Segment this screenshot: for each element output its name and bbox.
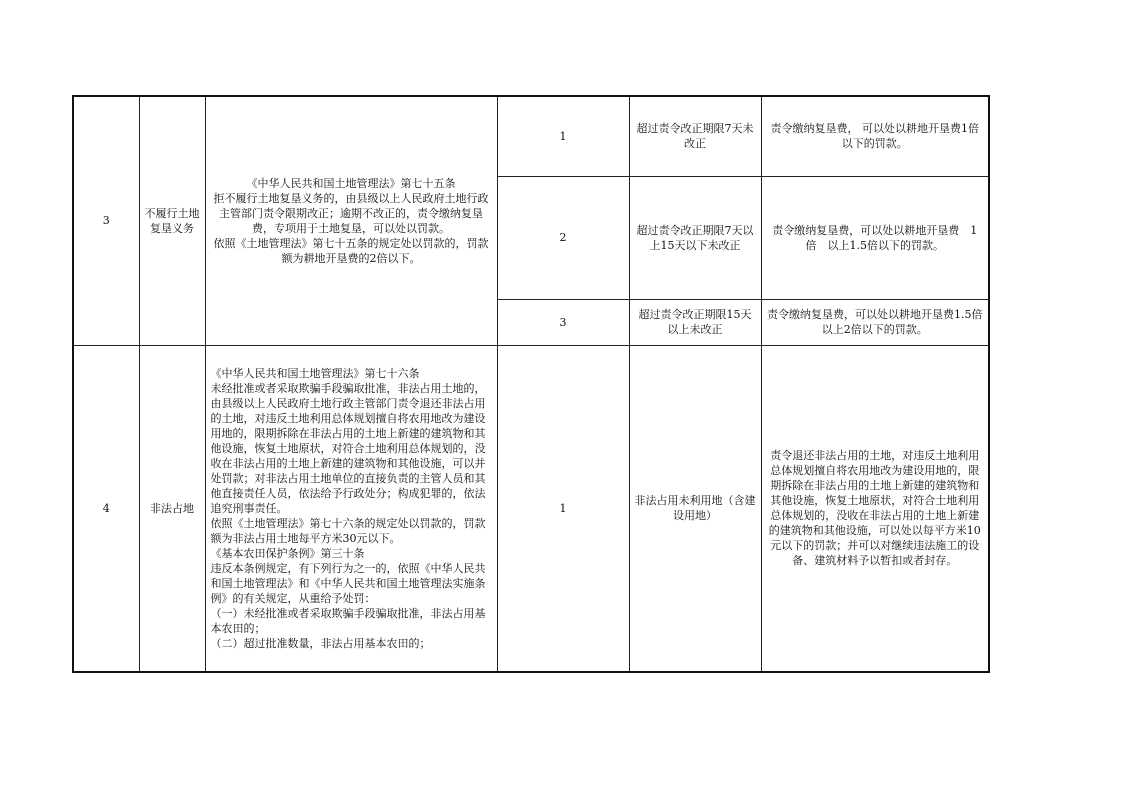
legal-basis	[205, 345, 497, 672]
legal-basis	[205, 96, 497, 345]
violation-circumstance: 非法占用未利用地（含建设用地）	[629, 345, 761, 672]
table-row	[73, 96, 989, 176]
violation-item: 非法占地	[139, 345, 205, 672]
violation-circumstance: 超过责令改正期限7天未改正	[629, 96, 761, 176]
discretion-level: 1	[497, 345, 629, 672]
legal-basis-line: 拒不履行土地复垦义务的，由县级以上人民政府土地行政主管部门责令限期改正；逾期不改正的，责令缴纳复垦费，专项用于土地复垦，可以处以罚款。	[213, 191, 489, 235]
penalty-standards-table	[72, 95, 990, 673]
legal-basis-line: 依照《土地管理法》第七十六条的规定处以罚款的，罚款额为非法占用土地每平方米30元以下。	[210, 516, 486, 545]
legal-basis-line: 依照《土地管理法》第七十五条的规定处以罚款的，罚款额为耕地开垦费的2倍以下。	[213, 236, 489, 265]
violation-circumstance: 超过责令改正期限15天以上未改正	[629, 299, 761, 345]
legal-basis-line: 未经批准或者采取欺骗手段骗取批准，非法占用土地的，由县级以上人民政府土地行政主管部门责令退还非法占用的土地，对违反土地利用总体规划擅自将农用地改为建设用地的，限期拆除在非法占用的土地上新建的建筑物和其他设施，恢复土地原状，对符合土地利用总体规划的，没收在非法占用的土地上新建的建筑物和其他设施，可以并处罚款；对非法占用土地单位的直接负责的主管人员和其他直接责任人员，依法给予行政处分；构成犯罪的，依法追究刑事责任。	[210, 381, 486, 515]
legal-basis-line: （一）未经批准或者采取欺骗手段骗取批准，非法占用基本农田的；	[210, 606, 486, 635]
legal-basis-line: （二）超过批准数量，非法占用基本农田的；	[210, 636, 431, 650]
legal-basis-line: 《中华人民共和国土地管理法》第七十五条	[246, 176, 456, 190]
penalty-standard: 责令缴纳复垦费，可以处以耕地开垦费1.5倍以上2倍以下的罚款。	[761, 299, 989, 345]
penalty-standard: 责令缴纳复垦费， 可以处以耕地开垦费1倍以下的罚款。	[761, 96, 989, 176]
legal-basis-line: 《中华人民共和国土地管理法》第七十六条	[210, 366, 420, 380]
discretion-level: 2	[497, 176, 629, 299]
violation-circumstance: 超过责令改正期限7天以上15天以下未改正	[629, 176, 761, 299]
legal-basis-line: 违反本条例规定，有下列行为之一的，依照《中华人民共和国土地管理法》和《中华人民共和国土地管理法实施条例》的有关规定，从重给予处罚：	[210, 561, 486, 605]
legal-basis-line: 《基本农田保护条例》第三十条	[210, 546, 365, 560]
penalty-standard: 责令缴纳复垦费，可以处以耕地开垦费 1 倍 以上1.5倍以下的罚款。	[761, 176, 989, 299]
discretion-level: 3	[497, 299, 629, 345]
penalty-standard: 责令退还非法占用的土地，对违反土地利用总体规划擅自将农用地改为建设用地的，限期拆除在非法占用的土地上新建的建筑物和其他设施，恢复土地原状，对符合土地利用总体规划的，没收在非法占用的土地上新建的建筑物和其他设施，可以处以每平方米10元以下的罚款；并可以对继续违法施工的设备、建筑材料予以暂扣或者封存。	[761, 345, 989, 672]
discretion-level: 1	[497, 96, 629, 176]
row-number: 4	[73, 345, 139, 672]
row-number: 3	[73, 96, 139, 345]
violation-item: 不履行土地复垦义务	[139, 96, 205, 345]
table-row	[73, 345, 989, 672]
